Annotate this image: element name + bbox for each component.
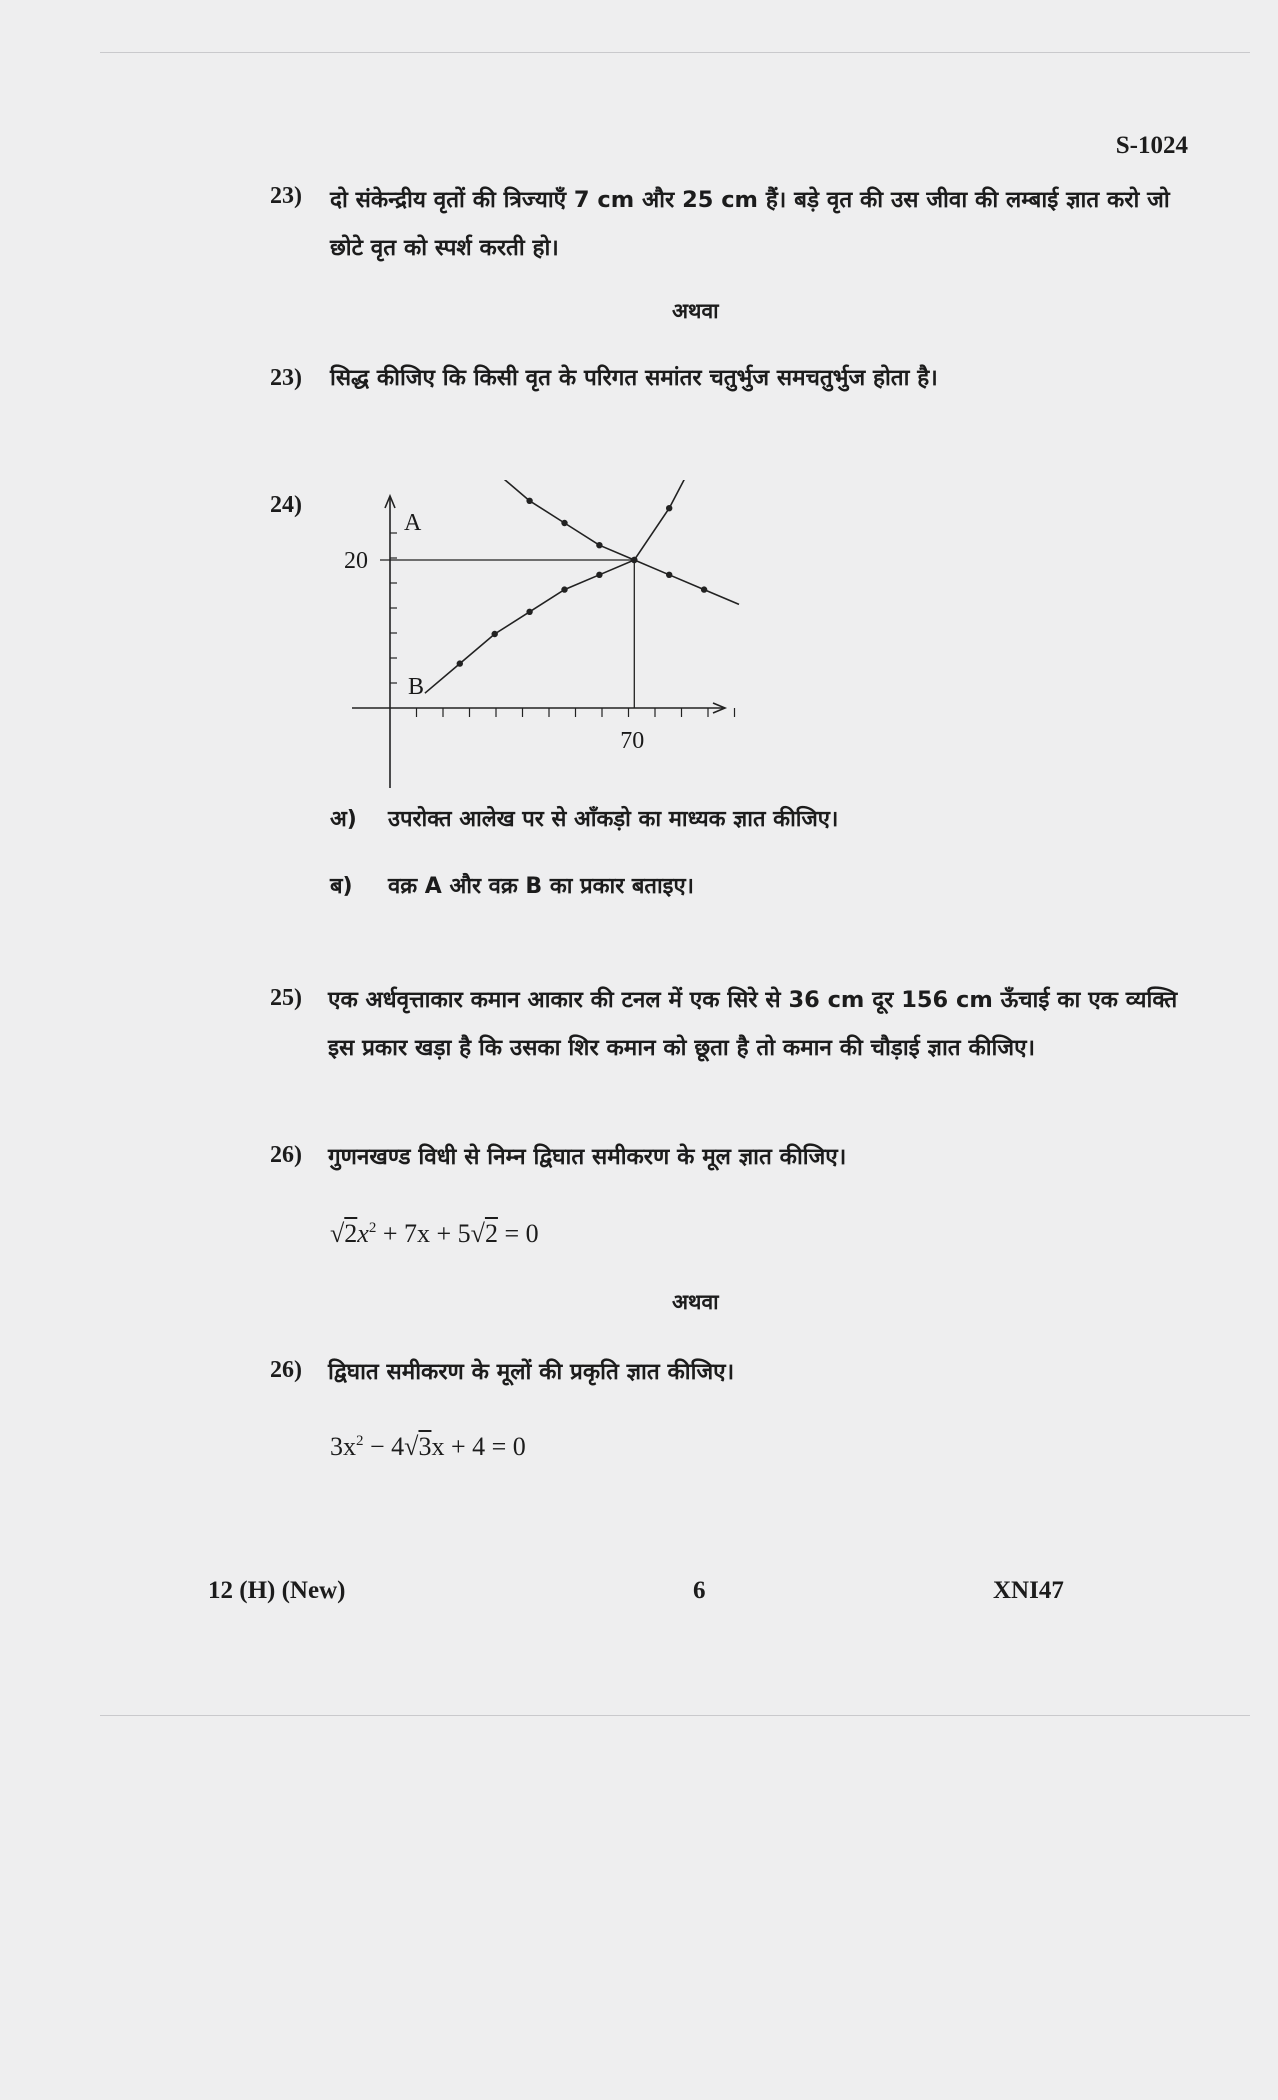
curve-B-point [631, 557, 637, 563]
curve-A-label: A [404, 510, 422, 536]
footer-page-number: 6 [693, 1577, 706, 1604]
y-tick-label-20: 20 [344, 548, 368, 574]
question-23-text: दो संकेन्द्रीय वृतों की त्रिज्याएँ 7 cm और 25 cm हैं। बड़े वृत की उस जीवा की लम्बाई ज्ञात करो जो छोटे वृत को स्पर्श करती हो। [330, 187, 1170, 261]
curve-A-point [666, 572, 672, 578]
part-b-text: वक्र A और वक्र B का प्रकार बताइए। [388, 874, 694, 899]
curve-B-point [561, 586, 567, 592]
curve-A-point [526, 498, 532, 504]
question-25-text: एक अर्धवृत्ताकार कमान आकार की टनल में एक सिरे से 36 cm दूर 156 cm ऊँचाई का एक व्यक्ति इस प्रकार खड़ा है कि उसका शिर कमान को छूता है तो कमान की चौड़ाई ज्ञात कीजिए। [328, 987, 1178, 1061]
curve-B-point [596, 572, 602, 578]
or-separator-2: अथवा [672, 1290, 719, 1314]
curve-A-point [561, 520, 567, 526]
equation-26: $√2x^2 + 7x + 5√2 = 0$ [330, 1219, 539, 1248]
part-b-label: ब) [330, 874, 353, 899]
x-tick-label-70: 70 [620, 728, 645, 754]
question-23-alt-text: सिद्ध कीजिए कि किसी वृत के परिगत समांतर चतुर्भुज समचतुर्भुज होता है। [330, 365, 938, 391]
curve-A-point [701, 586, 707, 592]
top-scan-edge [100, 52, 1250, 53]
question-number-26: 26) [270, 1142, 302, 1168]
question-number-24: 24) [270, 492, 302, 518]
curve-B-point [526, 609, 532, 615]
curve-B-point [457, 660, 463, 666]
bottom-scan-edge [100, 1715, 1250, 1716]
question-26-alt-text: द्विघात समीकरण के मूलों की प्रकृति ज्ञात कीजिए। [328, 1359, 735, 1385]
question-number-26-alt: 26) [270, 1357, 302, 1383]
question-26-text: गुणनखण्ड विधी से निम्न द्विघात समीकरण के मूल ज्ञात कीजिए। [328, 1144, 847, 1170]
question-number-25: 25) [270, 985, 302, 1011]
question-number-23-alt: 23) [270, 365, 302, 391]
part-a-label: अ) [330, 807, 357, 832]
question-number-23: 23) [270, 183, 302, 209]
curve-A-point [596, 542, 602, 548]
curve-B-point [666, 505, 672, 511]
curve-B-point [492, 631, 498, 637]
footer-class-code: 12 (H) (New) [208, 1577, 346, 1604]
paper-code: S-1024 [1115, 132, 1188, 159]
median-ogive-graph [330, 480, 750, 800]
equation-26-alt: $3x^2 - 4√3x + 4 = 0$ [330, 1432, 526, 1461]
curve-A [390, 480, 739, 604]
footer-exam-code: XNI47 [993, 1577, 1064, 1604]
part-a-text: उपरोक्त आलेख पर से आँकड़ो का माध्यक ज्ञात कीजिए। [388, 807, 839, 832]
or-separator-1: अथवा [672, 299, 719, 323]
curve-B-label: B [408, 674, 425, 700]
curve-B [425, 480, 739, 693]
